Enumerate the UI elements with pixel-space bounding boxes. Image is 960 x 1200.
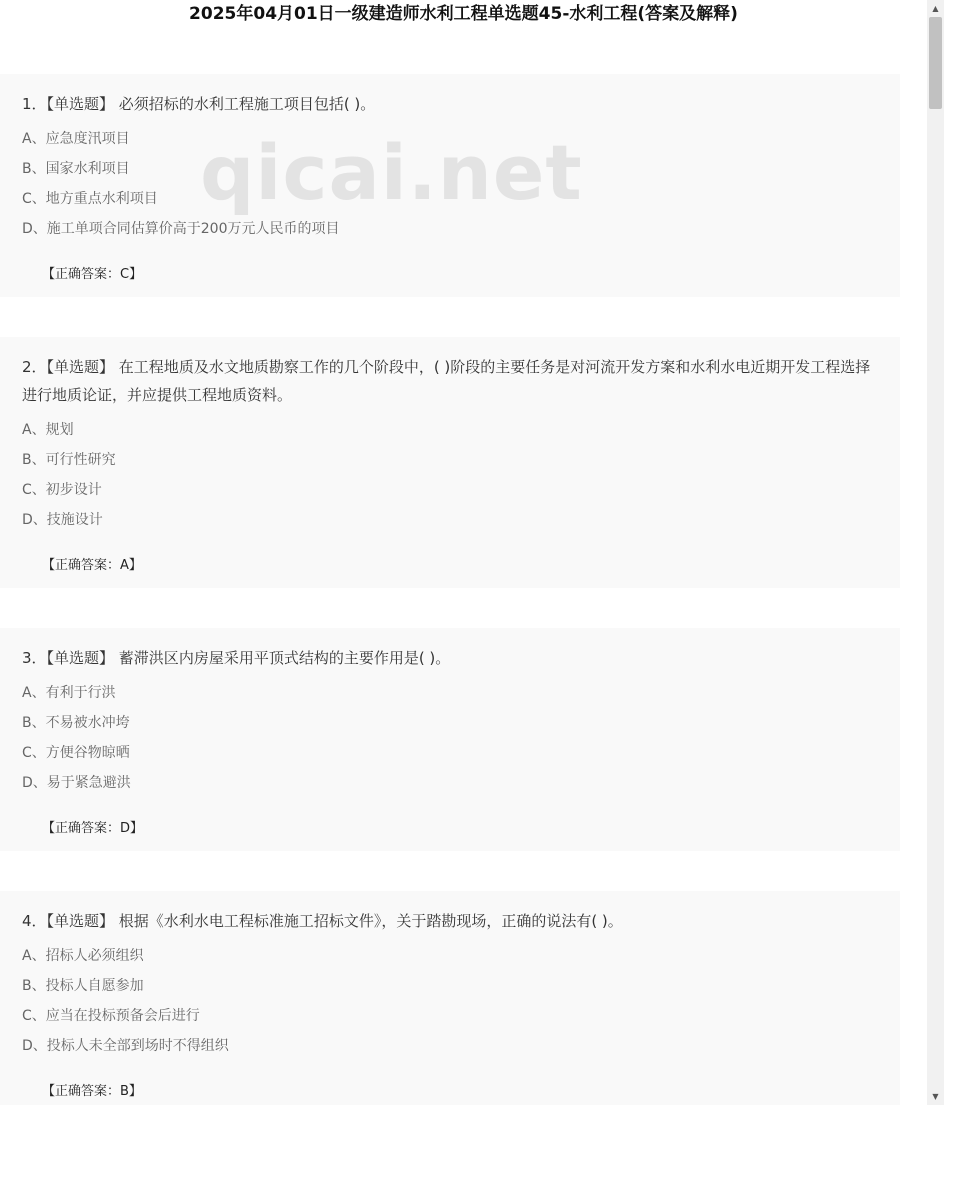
option-d: D、投标人未全部到场时不得组织 (22, 1038, 229, 1054)
vertical-scrollbar[interactable] (927, 0, 944, 1105)
correct-answer: 【正确答案：D】 (42, 821, 144, 836)
option-b: B、国家水利项目 (22, 161, 130, 177)
option-a: A、应急度汛项目 (22, 131, 130, 147)
option-a: A、规划 (22, 422, 74, 438)
option-c: C、初步设计 (22, 482, 102, 498)
scrollbar-thumb[interactable] (929, 17, 942, 109)
question-text: 1．【单选题】 必须招标的水利工程施工项目包括( )。 (22, 95, 376, 113)
scroll-down-icon[interactable]: ▼ (932, 1092, 939, 1101)
correct-answer: 【正确答案：A】 (42, 558, 142, 573)
watermark-logo: qicai.net (200, 128, 583, 217)
option-a: A、有利于行洪 (22, 685, 116, 701)
question-text: 4．【单选题】 根据《水利水电工程标准施工招标文件》，关于踏勘现场，正确的说法有( )。 (22, 912, 623, 930)
correct-answer: 【正确答案：C】 (42, 267, 143, 282)
question-card (0, 891, 900, 1105)
option-b: B、可行性研究 (22, 452, 116, 468)
question-text: 2．【单选题】 在工程地质及水文地质勘察工作的几个阶段中，( )阶段的主要任务是对河流开发方案和水利水电近期开发工程选择进行地质论证，并应提供工程地质资料。 (22, 358, 871, 404)
option-d: D、易于紧急避洪 (22, 775, 131, 791)
question-card (0, 74, 900, 297)
page-title: 2025年04月01日一级建造师水利工程单选题45-水利工程(答案及解释) (189, 4, 738, 24)
question-card (0, 337, 900, 588)
option-c: C、方便谷物晾晒 (22, 745, 130, 761)
option-d: D、施工单项合同估算价高于200万元人民币的项目 (22, 221, 340, 237)
correct-answer: 【正确答案：B】 (42, 1084, 142, 1099)
option-c: C、应当在投标预备会后进行 (22, 1008, 200, 1024)
option-b: B、投标人自愿参加 (22, 978, 144, 994)
option-c: C、地方重点水利项目 (22, 191, 158, 207)
option-d: D、技施设计 (22, 512, 103, 528)
scroll-up-icon[interactable]: ▲ (932, 4, 939, 13)
question-card (0, 628, 900, 851)
question-text: 3．【单选题】 蓄滞洪区内房屋采用平顶式结构的主要作用是( )。 (22, 649, 451, 667)
option-a: A、招标人必须组织 (22, 948, 144, 964)
option-b: B、不易被水冲垮 (22, 715, 130, 731)
